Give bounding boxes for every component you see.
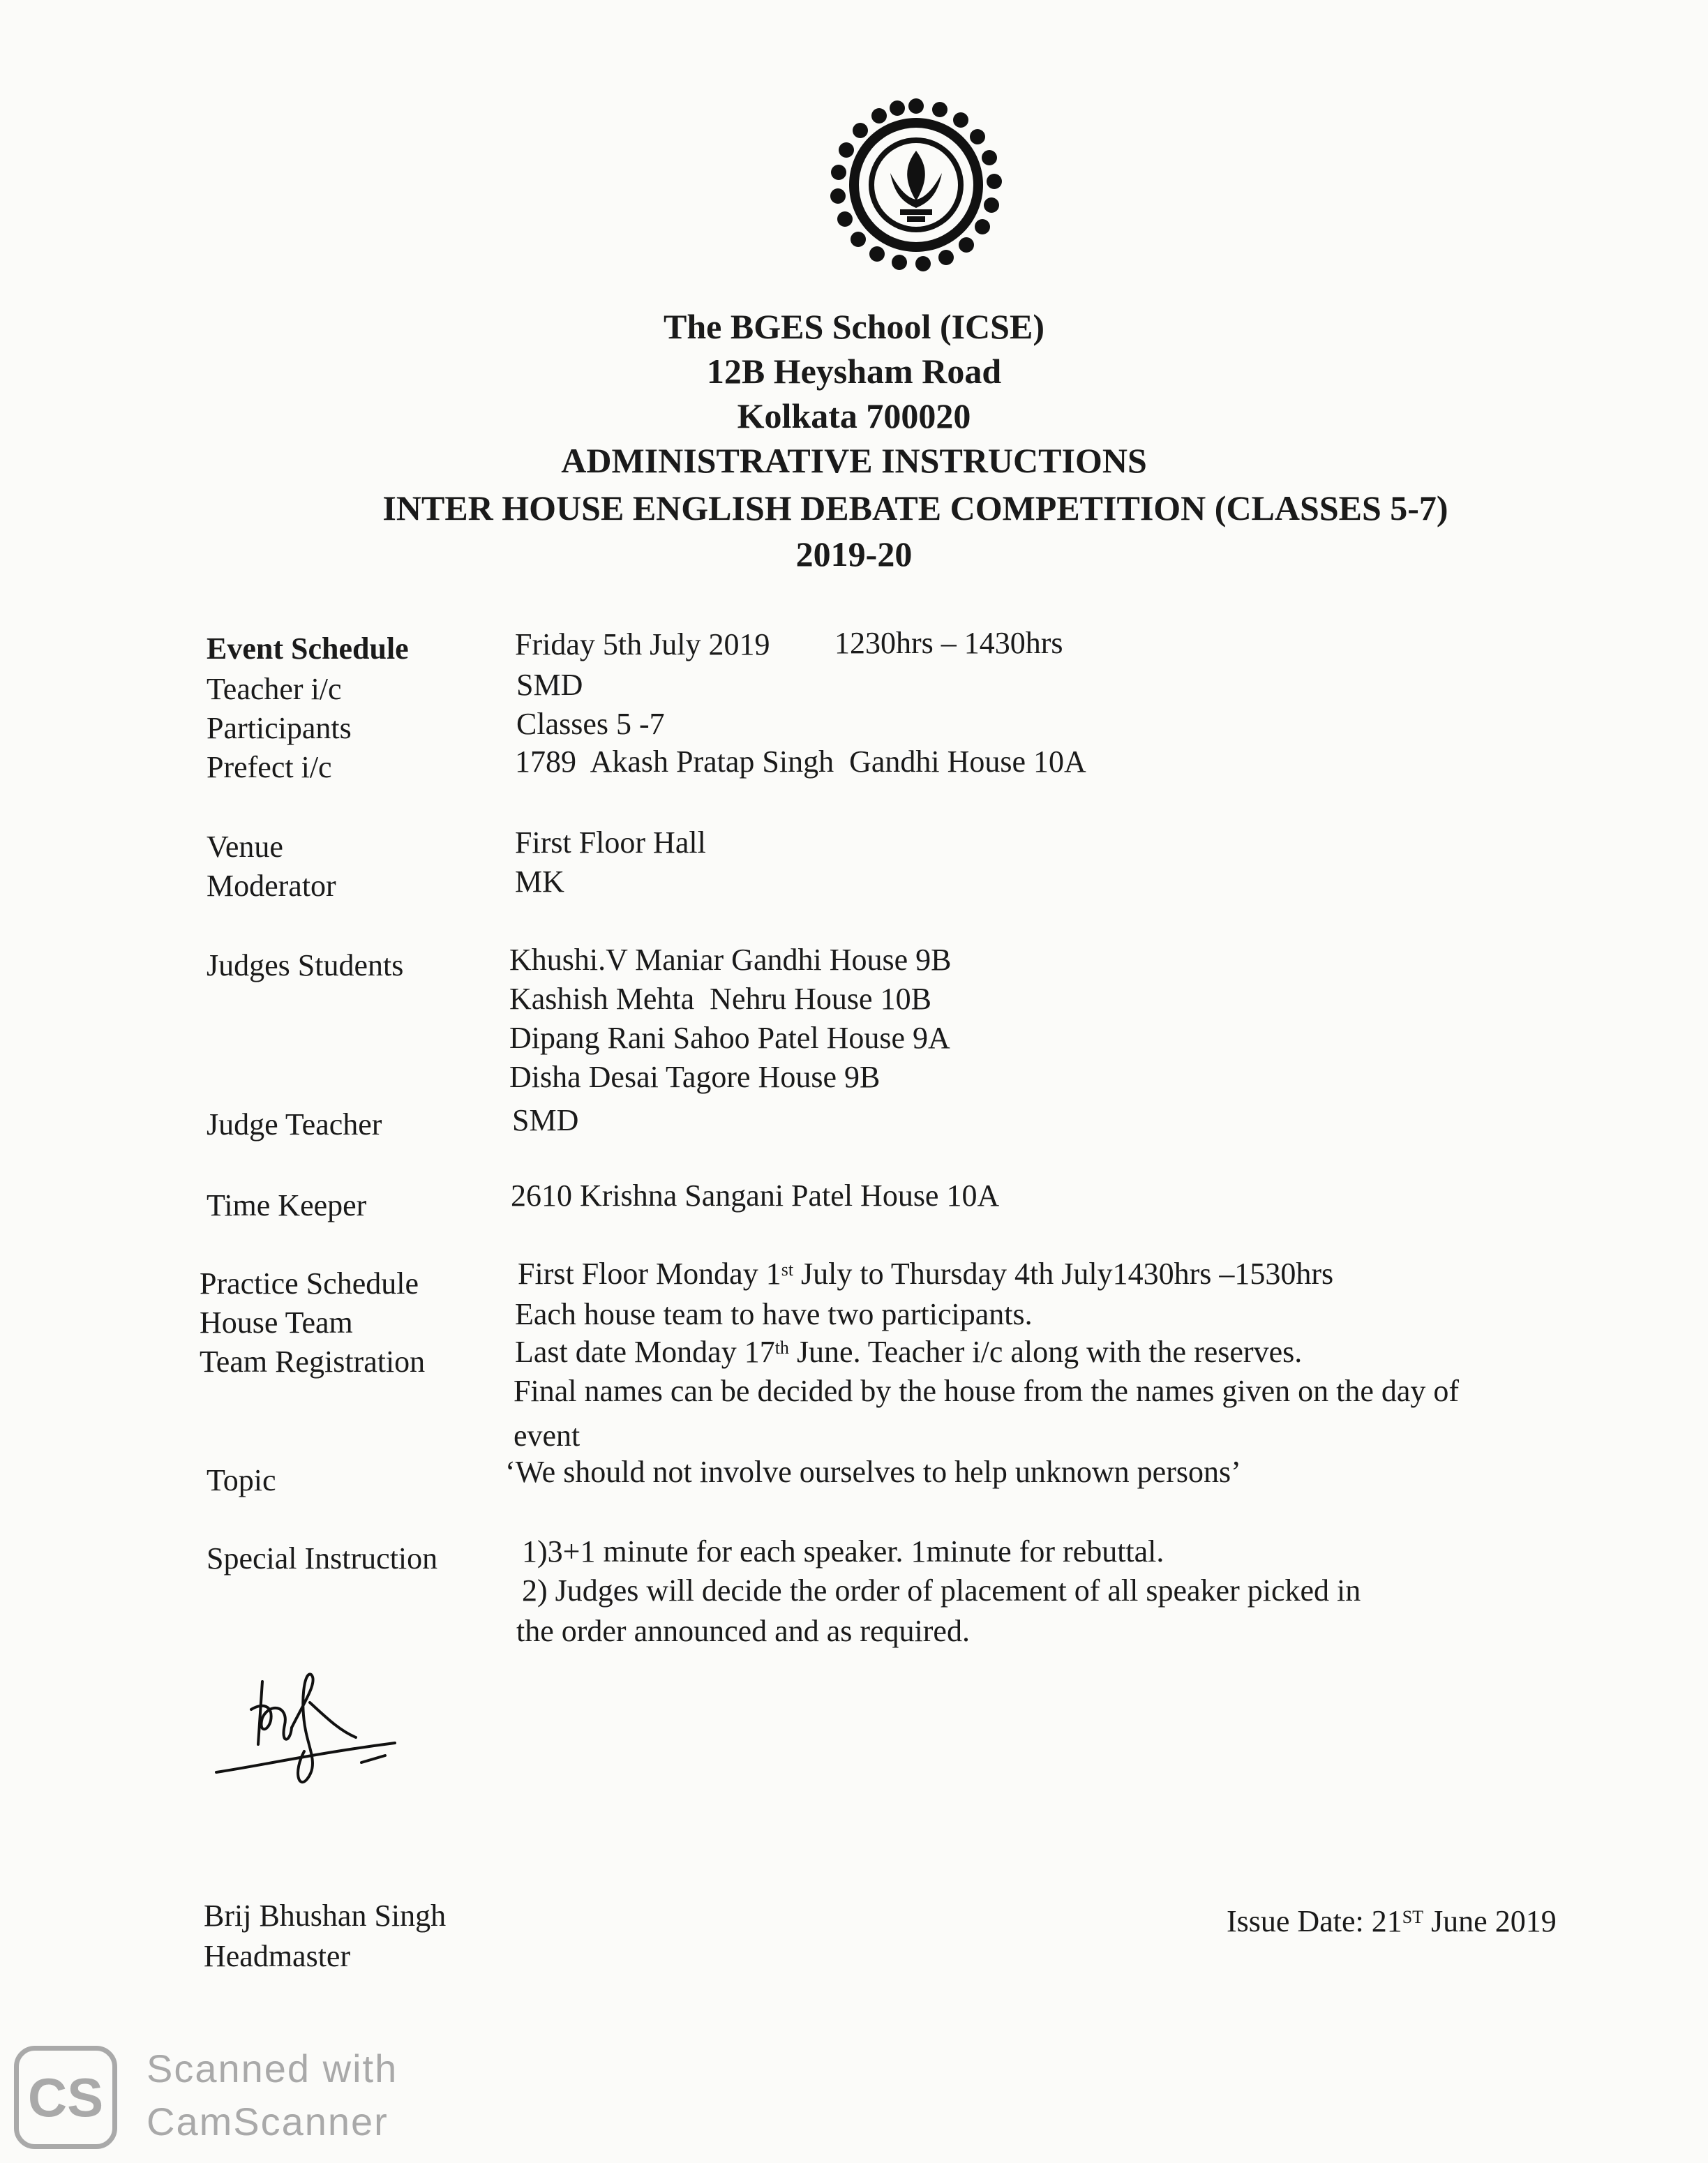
practice-line-2: Each house team to have two participants. (515, 1297, 1033, 1331)
prefect-ic-value: 1789 Akash Pratap Singh Gandhi House 10A (515, 744, 1086, 779)
venue-value: First Floor Hall (515, 825, 706, 860)
participants-label: Participants (207, 711, 352, 745)
practice-line-5: event (514, 1419, 580, 1453)
school-name: The BGES School (ICSE) (664, 307, 1044, 346)
judge-student-1: Khushi.V Maniar Gandhi House 9B (509, 943, 952, 977)
moderator-value: MK (515, 865, 564, 899)
signatory-name: Brij Bhushan Singh (204, 1899, 447, 1933)
document-year: 2019-20 (795, 534, 913, 574)
camscanner-logo: CS (14, 2046, 117, 2149)
event-schedule-date: Friday 5th July 2019 (515, 627, 770, 661)
venue-label: Venue (207, 830, 283, 864)
headmaster-signature (207, 1661, 416, 1793)
seal-emblem-icon (827, 96, 1005, 274)
judge-teacher-label: Judge Teacher (207, 1107, 382, 1142)
camscanner-line-1: Scanned with (147, 2046, 398, 2090)
practice-schedule-label: Practice Schedule (200, 1266, 419, 1301)
house-team-label: House Team (200, 1305, 353, 1340)
moderator-label: Moderator (207, 869, 336, 903)
judges-students-label: Judges Students (207, 948, 404, 982)
special-instruction-line-1: 1)3+1 minute for each speaker. 1minute for rebuttal. (522, 1534, 1164, 1569)
teacher-ic-label: Teacher i/c (207, 672, 342, 706)
school-seal-logo (827, 96, 1005, 274)
prefect-ic-label: Prefect i/c (207, 750, 332, 784)
signature-icon (207, 1661, 416, 1793)
topic-label: Topic (207, 1463, 276, 1497)
school-address: 12B Heysham Road (706, 352, 1002, 391)
judge-student-2: Kashish Mehta Nehru House 10B (509, 982, 931, 1016)
judge-student-3: Dipang Rani Sahoo Patel House 9A (509, 1021, 950, 1055)
special-instruction-line-3: the order announced and as required. (516, 1614, 970, 1648)
issue-date: Issue Date: 21ST June 2019 (1227, 1904, 1557, 1938)
school-city: Kolkata 700020 (737, 396, 971, 435)
special-instruction-label: Special Instruction (207, 1541, 438, 1576)
participants-value: Classes 5 -7 (516, 707, 665, 741)
topic-value: ‘We should not involve ourselves to help unknown persons’ (505, 1455, 1241, 1489)
time-keeper-value: 2610 Krishna Sangani Patel House 10A (511, 1178, 1000, 1213)
team-registration-label: Team Registration (200, 1345, 426, 1379)
practice-line-4: Final names can be decided by the house from the names given on the day of (514, 1374, 1460, 1408)
special-instruction-line-2: 2) Judges will decide the order of placement of all speaker picked in (522, 1573, 1361, 1608)
practice-line-1: First Floor Monday 1st July to Thursday 4th July1430hrs –1530hrs (518, 1257, 1334, 1291)
document-subtitle: INTER HOUSE ENGLISH DEBATE COMPETITION (CLASSES 5-7) (382, 488, 1448, 527)
judge-teacher-value: SMD (512, 1103, 579, 1137)
judge-student-4: Disha Desai Tagore House 9B (509, 1060, 881, 1094)
teacher-ic-value: SMD (516, 668, 583, 702)
document-title: ADMINISTRATIVE INSTRUCTIONS (561, 441, 1147, 480)
signatory-role: Headmaster (204, 1939, 351, 1973)
time-keeper-label: Time Keeper (207, 1188, 367, 1222)
event-schedule-label: Event Schedule (207, 631, 409, 666)
practice-line-3: Last date Monday 17th June. Teacher i/c along with the reserves. (515, 1335, 1303, 1369)
event-schedule-time: 1230hrs – 1430hrs (834, 626, 1063, 660)
camscanner-line-2: CamScanner (147, 2100, 389, 2143)
